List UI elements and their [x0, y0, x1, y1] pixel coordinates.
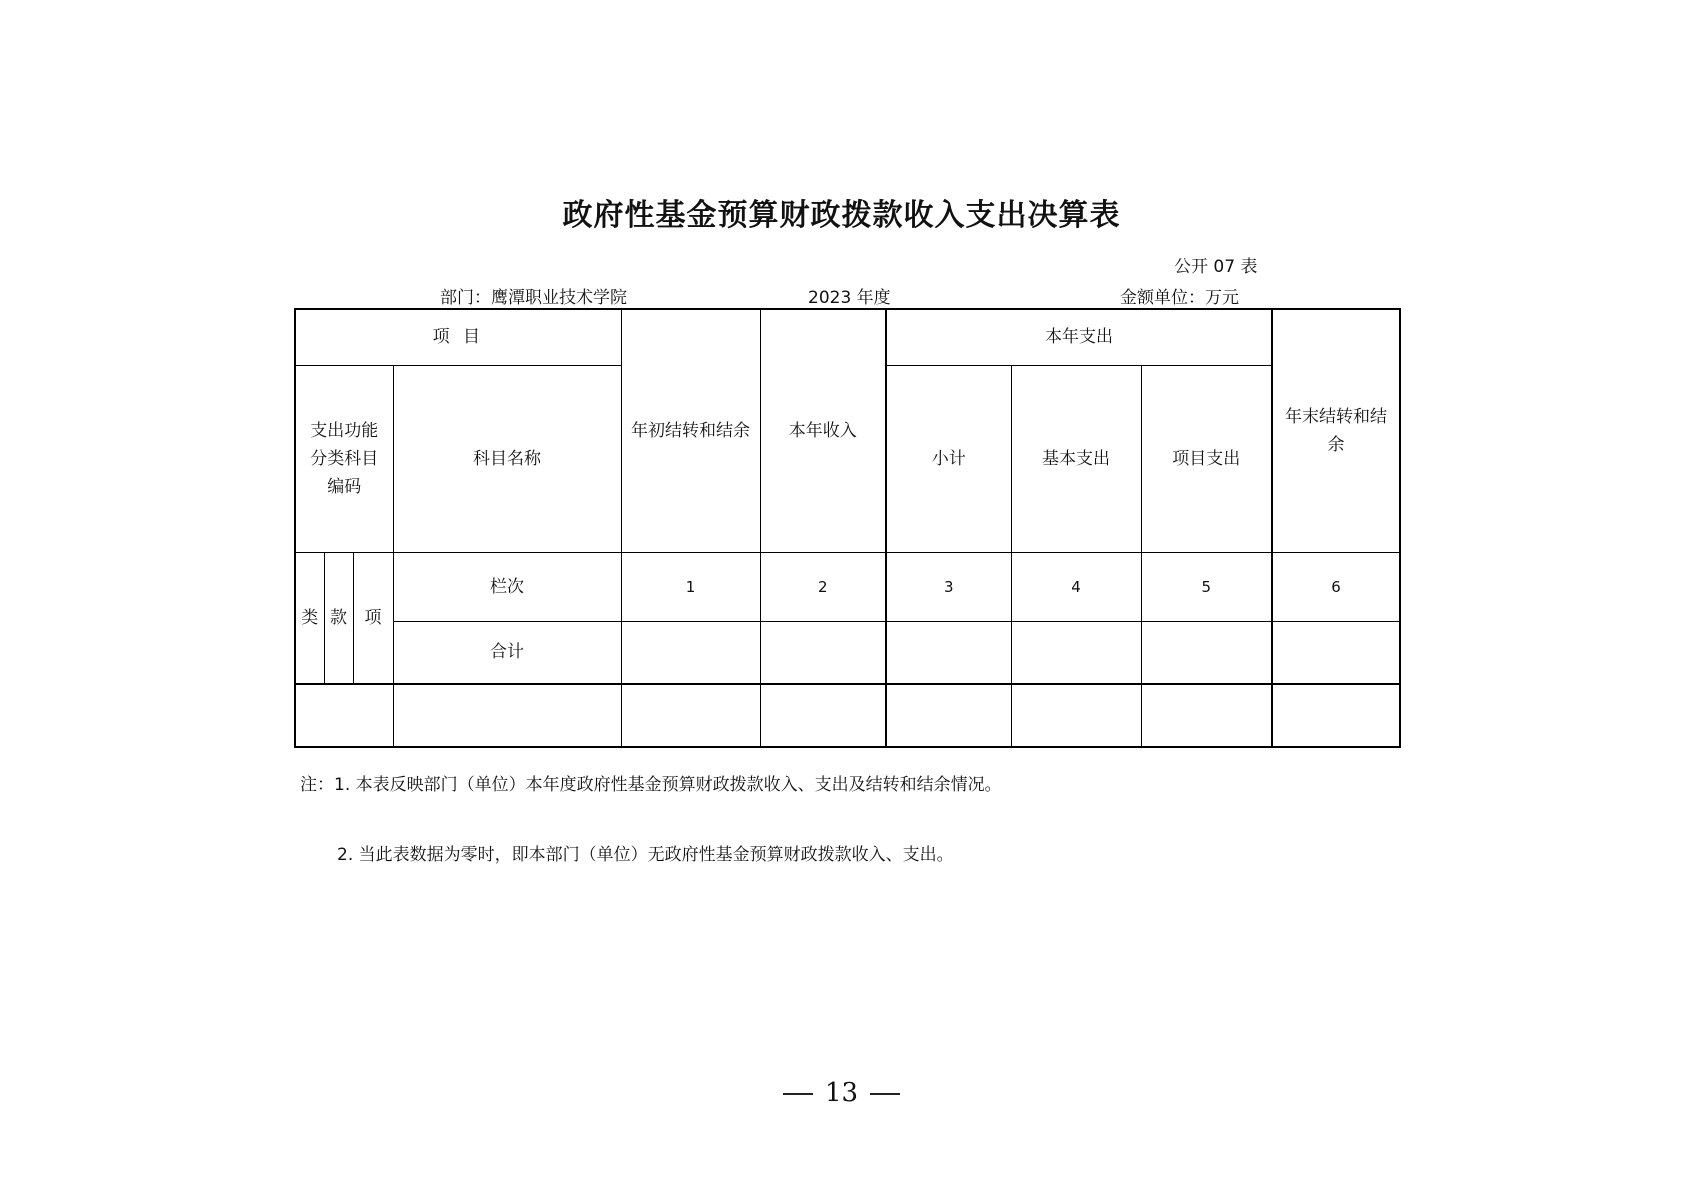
amount-unit: 金额单位：万元	[1120, 288, 1239, 308]
lanci-label: 栏次	[393, 553, 621, 622]
header-subtotal: 小计	[886, 366, 1011, 553]
code-level-lei: 类	[295, 553, 324, 685]
header-begin-balance: 年初结转和结余	[621, 309, 760, 553]
lanci-col-5: 5	[1141, 553, 1272, 622]
empty-cell	[1011, 684, 1141, 747]
department-label: 部门：鹰潭职业技术学院	[440, 288, 627, 308]
empty-cell	[1141, 684, 1272, 747]
header-project-expense: 项目支出	[1141, 366, 1272, 553]
page-number-value: 13	[824, 1078, 859, 1108]
page-number-dash	[783, 1093, 813, 1095]
empty-cell	[760, 684, 886, 747]
total-cell	[1272, 622, 1400, 685]
empty-cell	[393, 684, 621, 747]
lanci-col-6: 6	[1272, 553, 1400, 622]
header-current-income: 本年收入	[760, 309, 886, 553]
total-cell	[1011, 622, 1141, 685]
page-number-dash	[870, 1093, 900, 1095]
document-title: 政府性基金预算财政拨款收入支出决算表	[562, 198, 1121, 233]
page-number	[0, 1078, 1683, 1108]
total-cell	[886, 622, 1011, 685]
empty-cell	[295, 684, 393, 747]
table-code: 公开 07 表	[1174, 257, 1258, 277]
header-end-balance: 年末结转和结余	[1272, 309, 1400, 553]
code-level-kuan: 款	[324, 553, 353, 685]
note-1: 注：1. 本表反映部门（单位）本年度政府性基金预算财政拨款收入、支出及结转和结余情况。	[300, 775, 1002, 795]
lanci-col-1: 1	[621, 553, 760, 622]
lanci-col-4: 4	[1011, 553, 1141, 622]
budget-table	[294, 308, 1401, 748]
empty-cell	[886, 684, 1011, 747]
header-basic-expense: 基本支出	[1011, 366, 1141, 553]
fiscal-year: 2023 年度	[808, 288, 891, 308]
empty-cell	[621, 684, 760, 747]
total-cell	[760, 622, 886, 685]
total-label: 合计	[393, 622, 621, 685]
total-cell	[621, 622, 760, 685]
lanci-col-2: 2	[760, 553, 886, 622]
header-subject-name: 科目名称	[393, 366, 621, 553]
lanci-col-3: 3	[886, 553, 1011, 622]
empty-cell	[1272, 684, 1400, 747]
header-current-expense: 本年支出	[886, 309, 1272, 366]
header-func-code: 支出功能分类科目编码	[295, 366, 393, 553]
code-level-xiang: 项	[353, 553, 393, 685]
total-cell	[1141, 622, 1272, 685]
header-project: 项 目	[295, 309, 621, 366]
note-2: 2. 当此表数据为零时，即本部门（单位）无政府性基金预算财政拨款收入、支出。	[337, 845, 954, 865]
